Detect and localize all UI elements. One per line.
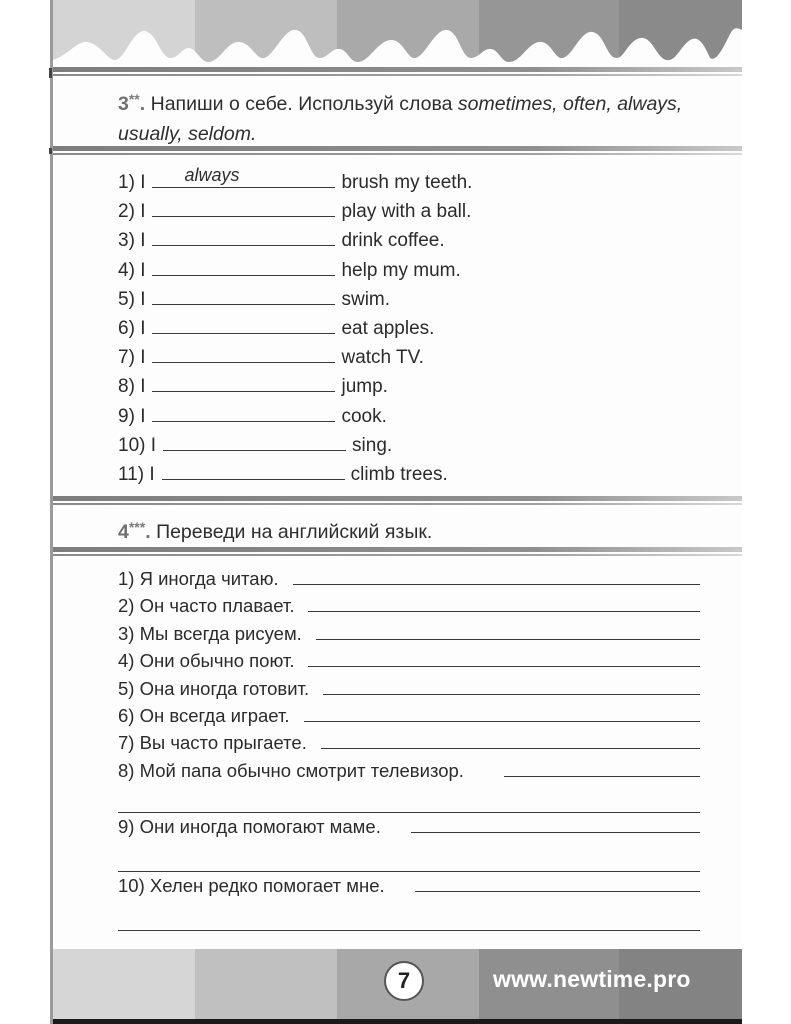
answer-line[interactable] [308, 593, 700, 612]
answer-line[interactable] [415, 873, 700, 892]
exercise-item: 3) Мы всегда рисуем. [118, 620, 700, 647]
answer-line-continued[interactable] [118, 784, 700, 813]
answer-line[interactable] [308, 648, 700, 667]
website-url[interactable]: www.newtime.pro [493, 966, 691, 992]
wave-decoration-icon [53, 0, 742, 66]
exercise-instruction: Переведи на английский язык. [156, 521, 433, 543]
exercise-item: 7) Вы часто прыгаете. [118, 729, 700, 756]
answer-blank[interactable] [152, 313, 335, 334]
footer-stripe [53, 949, 195, 1021]
difficulty-stars: ** [128, 91, 140, 107]
exercise-number: 3 [118, 93, 129, 115]
workbook-page [50, 0, 742, 1024]
exercise-word-list: sometimes, often, always, usually, seldom. [118, 93, 683, 145]
section-divider [53, 496, 742, 506]
answer-blank[interactable] [152, 284, 335, 305]
answer-blank[interactable] [152, 255, 335, 276]
exercise-4-title: 4***. Переведи на английский язык. [118, 519, 433, 543]
exercise-item: 10) Хелен редко помогает мне. [118, 872, 700, 902]
answer-blank[interactable] [152, 401, 335, 422]
exercise-item: 3) I drink coffee. [118, 225, 472, 254]
answer-line[interactable] [321, 730, 700, 749]
exercise-item: 2) Он часто плавает. [118, 592, 700, 619]
answer-line-continued[interactable] [118, 902, 700, 931]
binding-mark [49, 148, 52, 154]
section-divider [53, 547, 742, 557]
exercise-instruction: Напиши о себе. Используй слова [150, 93, 458, 115]
answer-line[interactable] [316, 621, 700, 640]
exercise-item: 4) Они обычно поют. [118, 647, 700, 674]
exercise-item: 9) Они иногда помогают маме. [118, 813, 700, 843]
answer-line[interactable] [411, 814, 700, 833]
exercise-item: 8) I jump. [118, 371, 472, 400]
answer-blank[interactable] [152, 196, 335, 217]
exercise-item: 1) I always brush my teeth. [118, 165, 473, 193]
footer-stripe [195, 949, 336, 1021]
exercise-item: 2) I play with a ball. [118, 196, 472, 225]
exercise-item: 9) I cook. [118, 401, 472, 430]
page-number: 7 [384, 961, 424, 1001]
exercise-item: 10) I sing. [118, 430, 472, 459]
answer-line[interactable] [293, 566, 700, 585]
exercise-item: 6) I eat apples. [118, 313, 472, 342]
answer-line[interactable] [323, 676, 700, 695]
answer-blank[interactable] [152, 342, 335, 363]
exercise-number: 4 [118, 521, 129, 543]
answer-line[interactable] [304, 703, 700, 722]
answer-blank[interactable] [152, 167, 335, 188]
exercise-item: 5) I swim. [118, 284, 472, 313]
difficulty-stars: *** [128, 519, 146, 535]
section-divider [53, 67, 742, 77]
exercise-3-title: 3**. Напиши о себе. Используй слова sometimes, often, always, usually, seldom. [118, 91, 683, 145]
exercise-item: 5) Она иногда готовит. [118, 675, 700, 702]
binding-mark [49, 68, 52, 78]
filled-answer: always [184, 165, 240, 185]
exercise-item: 6) Он всегда играет. [118, 702, 700, 729]
exercise-4-list [118, 565, 700, 931]
section-divider [53, 146, 742, 156]
exercise-item: 4) I help my mum. [118, 255, 472, 284]
exercise-item: 7) I watch TV. [118, 342, 472, 371]
exercise-3-list [118, 167, 472, 488]
answer-blank[interactable] [152, 371, 335, 392]
footer-edge [53, 1019, 742, 1024]
exercise-item: 1) Я иногда читаю. [118, 565, 700, 592]
answer-blank[interactable] [162, 459, 345, 480]
answer-blank[interactable] [163, 430, 346, 451]
exercise-item: 8) Мой папа обычно смотрит телевизор. [118, 757, 700, 784]
answer-blank[interactable] [152, 225, 335, 246]
exercise-item: 11) I climb trees. [118, 459, 472, 488]
answer-line-continued[interactable] [118, 843, 700, 872]
answer-line[interactable] [504, 758, 700, 777]
